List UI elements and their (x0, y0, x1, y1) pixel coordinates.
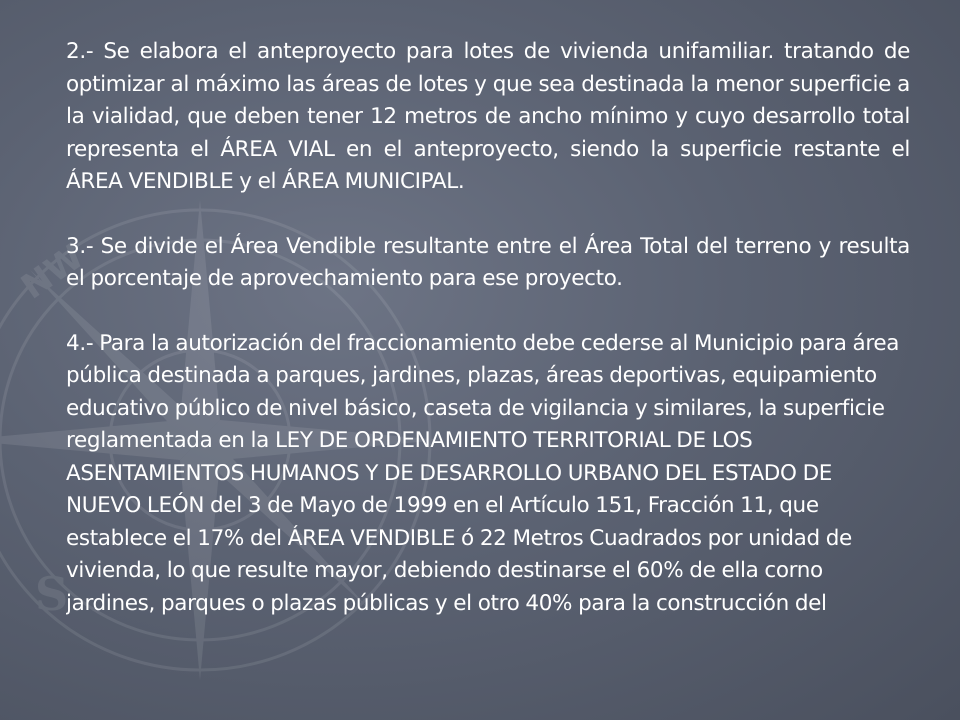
paragraph-4: 4.- Para la autorización del fraccionamiento debe cederse al Municipio para área pública destinada a parques, jardines, plazas, áreas deportivas, equipamiento educativo público de nivel básico, caseta de vigilancia y similares, la superficie reglamentada en la LEY DE ORDENAMIENTO TERRITORIAL DE LOS ASENTAMIENTOS HUMANOS Y DE DESARROLLO URBANO DEL ESTADO DE NUEVO LEÓN del 3 de Mayo de 1999 en el Artículo 151, Fracción 11, que establece el 17% del ÁREA VENDIBLE ó 22 Metros Cuadrados por unidad de vivienda, lo que resulte mayor, debiendo destinarse el 60% de ella corno jardines, parques o plazas públicas y el otro 40% para la construcción del (66, 330, 900, 616)
compass-nw-letters: NW (14, 236, 92, 308)
slide-content (66, 36, 910, 696)
compass-s-letter: S (35, 567, 69, 621)
paragraph-3: 3.- Se divide el Área Vendible resultante entre el Área Total del terreno y resulta el porcentaje de aprovechamiento para ese proyecto. (66, 233, 910, 291)
paragraph-2: 2.- Se elabora el anteproyecto para lotes de vivienda unifamiliar. tratando de optimizar al máximo las áreas de lotes y que sea destinada la menor superficie a la vialidad, que deben tener 12 metros de ancho mínimo y cuyo desarrollo total representa el ÁREA VIAL en el anteproyecto, siendo la superficie restante el ÁREA VENDIBLE y el ÁREA MUNICIPAL. (66, 39, 910, 194)
